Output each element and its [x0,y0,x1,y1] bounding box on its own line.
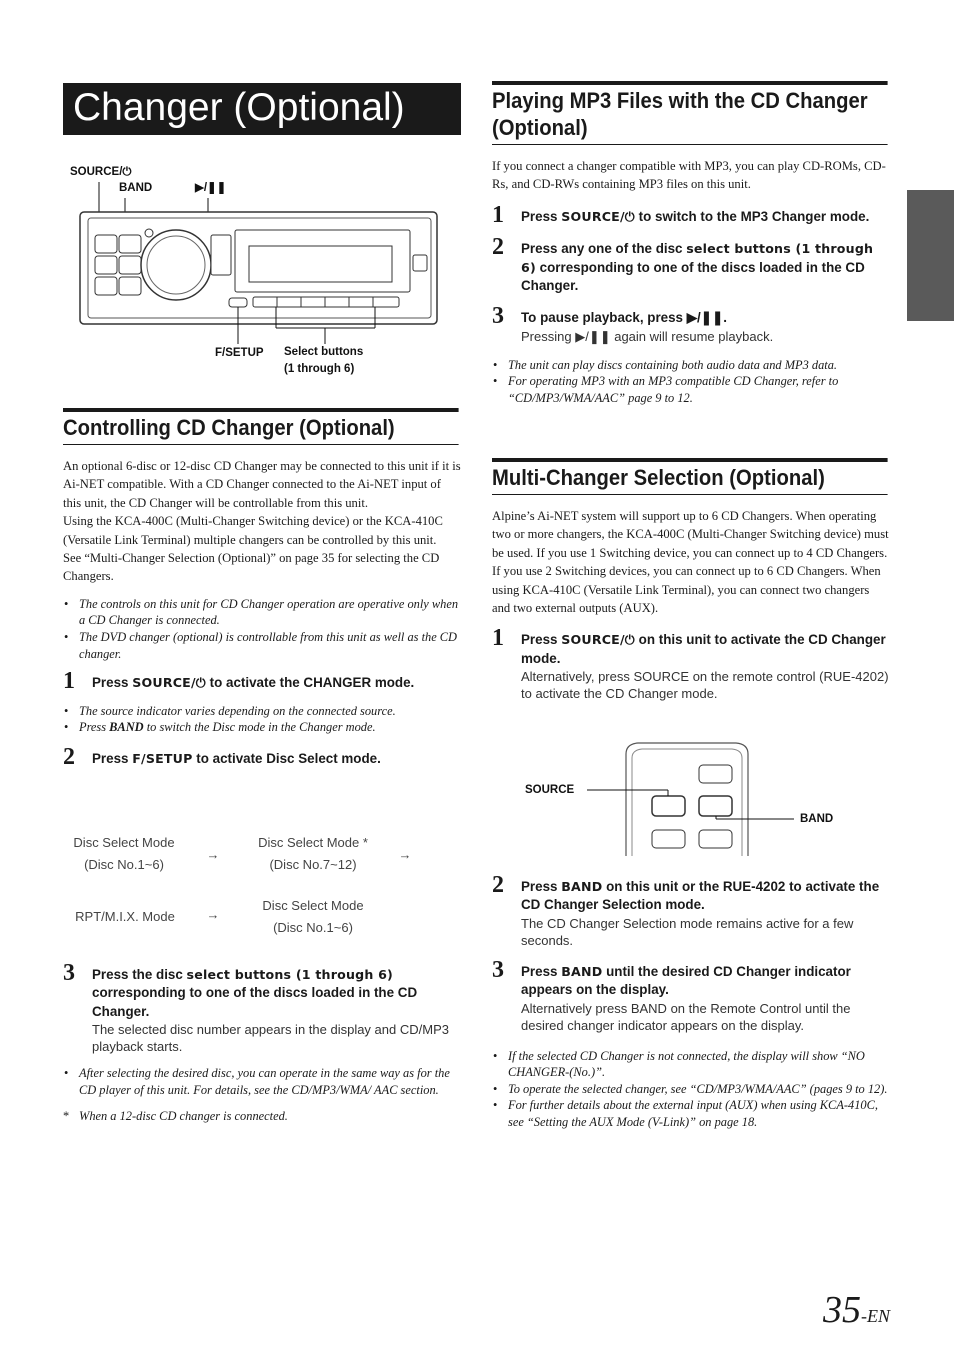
step-2 [492,234,890,295]
page-title: Changer (Optional) [63,83,461,135]
label-select-buttons: Select buttons [284,346,364,358]
step-detail: Alternatively press BAND on the Remote Control until the desired changer indicator appears on the display. [521,1000,851,1033]
label-remote-source: SOURCE [525,784,575,796]
section-mp3 [492,81,890,407]
step-text: Press SOURCE/⏻ to switch to the MP3 Changer mode. [521,208,870,224]
key-select-buttons: select buttons (1 through 6) [186,967,394,982]
label-source: SOURCE/⏻ [70,166,132,178]
notes-list [63,596,461,662]
step-number: 3 [492,956,504,983]
label-remote-band: BAND [800,813,834,825]
section-controlling [63,408,461,768]
note: • For further details about the external input (AUX) when using KCA-410C, see “Setting the AUX Mode (V-Link)” on page 18. [492,1097,890,1130]
flow-step-a: Disc Select Mode (Disc No.1~6) [73,835,175,872]
label-band: BAND [119,182,153,194]
paragraph: An optional 6-disc or 12-disc CD Changer may be connected to this unit if it is Ai-NET compatible. With a CD Changer connected to the Ai-NET input of this unit, the CD Changer will be controllable from this unit. [63,459,461,510]
chapter-side-tab [907,190,954,321]
note: • After selecting the desired disc, you can operate in the same way as for the CD player of this unit. For details, see the CD/MP3/WMA/ AAC section. [63,1065,461,1098]
heading-multi-changer: Multi-Changer Selection (Optional) [492,458,887,495]
step-number: 3 [63,960,75,986]
step-number: 1 [63,668,75,695]
flow-step-c: RPT/M.I.X. Mode [75,909,175,924]
note: • For operating MP3 with an MP3 compatible CD Changer, refer to “CD/MP3/WMA/AAC” page 9 to 12. [492,373,890,406]
heading-mp3: Playing MP3 Files with the CD Changer (Optional) [492,81,887,145]
paragraph: See “Multi-Changer Selection (Optional)” on page 35 for selecting the CD Changers. [63,551,440,584]
step-1 [492,201,890,228]
multi-steps-2-3 [492,872,890,1131]
step-3 [492,956,890,1034]
head-unit-diagram [63,160,461,380]
footnote: * When a 12-disc CD changer is connected. [63,1109,288,1124]
step-text: Press any one of the disc select buttons (1 through 6) corresponding to one of the discs loaded in the CD Changer. [521,241,874,294]
key-source: SOURCE/⏻ [561,208,635,224]
step-text: Press SOURCE/⏻ to activate the CHANGER mode. [92,675,415,691]
step-number: 1 [492,625,504,652]
label-select-range: (1 through 6) [284,363,355,375]
step-number: 2 [492,872,504,898]
section-multi-changer [492,458,890,702]
key-fsetup: F/SETUP [132,750,193,766]
notes-list [492,1048,890,1131]
flow-step-d: Disc Select Mode (Disc No.1~6) [262,898,364,935]
step-number: 2 [492,234,504,261]
remote-illustration [492,738,890,858]
step-number: 2 [63,743,75,770]
controlling-step-3-block [63,960,461,1125]
paragraph: Using the KCA-400C (Multi-Changer Switching device) or the KCA-410C (Versatile Link Terminal) multiple changers can be controlled by this unit. [63,514,443,547]
step-2 [63,743,461,770]
step-3 [492,303,890,344]
note: • To operate the selected changer, see “CD/MP3/WMA/AAC” (pages 9 to 12). [492,1081,890,1098]
step-detail: The CD Changer Selection mode remains active for a few seconds. [521,915,854,948]
step-1 [492,625,890,702]
key-band: BAND [561,963,603,979]
disc-select-flow [63,832,461,942]
note: • The source indicator varies depending on the connected source. [63,703,461,720]
step-text: Press F/SETUP to activate Disc Select mode. [92,750,381,766]
step-2 [492,872,890,949]
mp3-body: If you connect a changer compatible with MP3, you can play CD-ROMs, CD-Rs, and CD-RWs containing MP3 files on this unit. [492,159,886,192]
step-text: To pause playback, press ▶/❚❚. [521,310,727,326]
step-number: 3 [492,303,504,330]
step-number: 1 [492,201,504,228]
controlling-body [63,457,461,586]
play-pause-icon: ▶/❚❚ [686,310,724,326]
heading-controlling: Controlling CD Changer (Optional) [63,408,458,445]
key-source: SOURCE/⏻ [561,632,635,648]
notes-list [63,1065,461,1098]
remote-diagram [492,738,890,858]
flow-arrow: → [398,847,412,862]
step-text: Press SOURCE/⏻ on this unit to activate the CD Changer mode. [521,632,886,666]
label-play-pause: ▶/❚❚ [195,182,227,194]
step-detail: Pressing ▶/❚❚ again will resume playback. [521,328,774,344]
note: • If the selected CD Changer is not connected, the display will show “NO CHANGER-(No.)”. [492,1048,890,1081]
flow-arrow: → [206,847,220,862]
step-detail: Alternatively, press SOURCE on the remote control (RUE-4202) to activate the CD Changer mode. [521,669,889,702]
play-pause-icon: ▶/❚❚ [575,328,611,344]
step-detail: The selected disc number appears in the display and CD/MP3 playback starts. [92,1022,449,1055]
key-select-buttons: select buttons (1 through 6) [521,241,874,275]
note: • The unit can play discs containing both audio data and MP3 data. [492,357,890,374]
key-band: BAND [561,879,603,894]
flow-arrow: → [206,907,220,922]
key-source: SOURCE/⏻ [132,675,206,691]
multi-body: Alpine’s Ai-NET system will support up to 6 CD Changers. When operating two or more changers, the KCA-400C (Multi-Changer Switching device) must be used. If you use 1 Switching device, you can connect up to 4 CD Changers. If you use 2 Switching devices, you can connect up to 6 CD Changers. When using KCA-410C (Versatile Link Terminal), you can connect two changers and two external outputs (AUX). [492,509,889,616]
notes-list [492,357,890,407]
step-3 [63,960,461,1055]
step-1 [63,668,461,695]
flow-step-b: Disc Select Mode * (Disc No.7~12) [258,835,368,872]
step-text: Press BAND on this unit or the RUE-4202 to activate the CD Changer Selection mode. [521,879,880,913]
note: • The controls on this unit for CD Changer operation are operative only when a CD Changer is connected. [63,596,461,629]
notes-list [63,703,461,736]
step-text: Press the disc select buttons (1 through 6) corresponding to one of the discs loaded in the CD Changer. [92,967,418,1019]
note: • Press BAND to switch the Disc mode in the Changer mode. [63,719,461,736]
note: • The DVD changer (optional) is controllable from this unit as well as the CD changer. [63,629,461,662]
page-number: 35-EN [823,1289,890,1331]
label-fsetup: F/SETUP [215,347,264,359]
step-text: Press BAND until the desired CD Changer indicator appears on the display. [521,963,851,998]
